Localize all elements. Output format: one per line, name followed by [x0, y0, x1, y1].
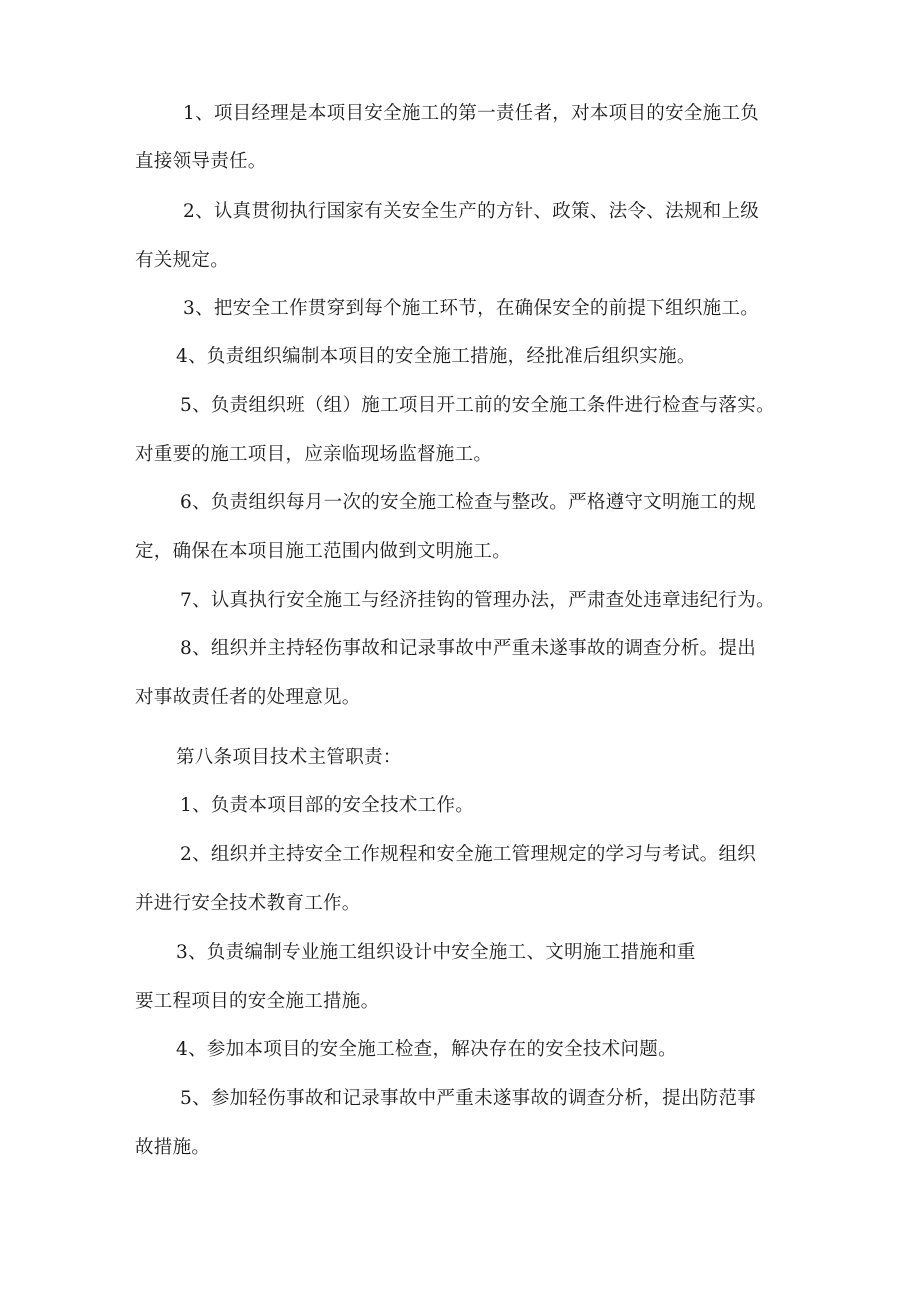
text-line: 对事故责任者的处理意见。: [135, 687, 361, 708]
text-line: 7、认真执行安全施工与经济挂钩的管理办法，严肃查处违章违纪行为。: [180, 590, 775, 611]
text-line: 要工程项目的安全施工措施。: [135, 991, 380, 1012]
text-line: 8、组织并主持轻伤事故和记录事故中严重未遂事故的调查分析。提出: [180, 638, 757, 659]
text-line: 1、负责本项目部的安全技术工作。: [180, 795, 475, 816]
text-line: 对重要的施工项目，应亲临现场监督施工。: [135, 444, 493, 465]
text-line: 4、参加本项目的安全施工检查，解决存在的安全技术问题。: [176, 1039, 677, 1060]
text-line: 定，确保在本项目施工范围内做到文明施工。: [135, 541, 512, 562]
text-line: 并进行安全技术教育工作。: [135, 893, 361, 914]
text-line: 4、负责组织编制本项目的安全施工措施，经批准后组织实施。: [176, 346, 696, 367]
text-line: 6、负责组织每月一次的安全施工检查与整改。严格遵守文明施工的规: [180, 492, 757, 513]
section-heading: 第八条项目技术主管职责：: [176, 747, 402, 768]
text-line: 直接领导责任。: [135, 151, 267, 172]
text-line: 3、把安全工作贯穿到每个施工环节，在确保安全的前提下组织施工。: [183, 298, 760, 319]
text-line: 2、认真贯彻执行国家有关安全生产的方针、政策、法令、法规和上级: [183, 201, 760, 222]
text-line: 2、组织并主持安全工作规程和安全施工管理规定的学习与考试。组织: [180, 844, 757, 865]
text-line: 3、负责编制专业施工组织设计中安全施工、文明施工措施和重: [176, 942, 696, 963]
text-line: 故措施。: [135, 1137, 211, 1158]
text-line: 5、参加轻伤事故和记录事故中严重未遂事故的调查分析，提出防范事: [180, 1088, 757, 1109]
text-line: 有关规定。: [135, 250, 230, 271]
text-line: 1、项目经理是本项目安全施工的第一责任者，对本项目的安全施工负: [183, 103, 760, 124]
text-line: 5、负责组织班（组）施工项目开工前的安全施工条件进行检查与落实。: [180, 395, 775, 416]
